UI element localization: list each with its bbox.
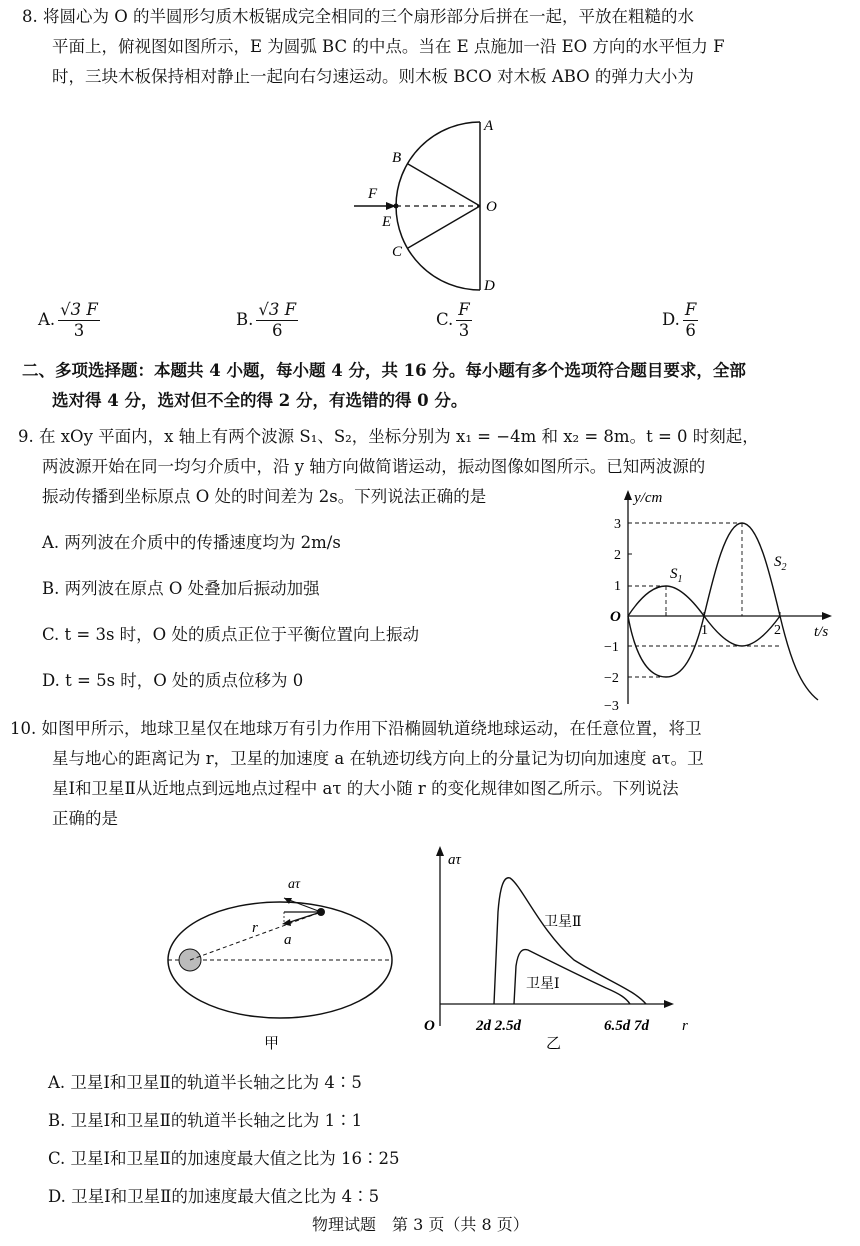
label-O: O (486, 199, 497, 215)
graph-origin: O (610, 609, 621, 625)
q8-option-a[interactable]: A. $\frac{√3 F}{3}$ (38, 300, 98, 340)
q8-option-c[interactable]: C. $\frac{F}{3}$ (436, 300, 470, 340)
label-a-tau: aτ (288, 877, 301, 892)
graph-ylabel: y/cm (634, 490, 663, 506)
section2-heading-line1: 二、多项选择题：本题共 4 小题，每小题 4 分，共 16 分。每小题有多个选项符合题目要求，全部 (22, 361, 746, 380)
q8-text-line3: 时，三块木板保持相对静止一起向右匀速运动。则木板 BCO 对木板 ABO 的弹力大小为 (52, 67, 694, 86)
label-F: F (368, 186, 378, 202)
q10-option-d[interactable]: D. 卫星Ⅰ和卫星Ⅱ的加速度最大值之比为 4∶5 (48, 1187, 380, 1206)
label-sat2: 卫星Ⅱ (544, 915, 582, 930)
q8-semicircle-diagram (340, 110, 520, 300)
label-sat1: 卫星Ⅰ (526, 977, 560, 992)
ytick-1: 1 (614, 579, 621, 594)
q10-text-line2: 星与地心的距离记为 r，卫星的加速度 a 在轨迹切线方向上的分量记为切向加速度 aτ。卫 (52, 749, 704, 768)
label-a: a (284, 932, 292, 948)
q10-figure-graph (414, 842, 704, 1052)
q9-text-line1: 9. 在 xOy 平面内，x 轴上有两个波源 S₁、S₂，坐标分别为 x₁ = −4m 和 x₂ = 8m。t = 0 时刻起， (18, 427, 759, 446)
q10-text-line3: 星Ⅰ和卫星Ⅱ从近地点到远地点过程中 aτ 的大小随 r 的变化规律如图乙所示。下列说法 (52, 779, 679, 798)
q9-option-c[interactable]: C. t = 3s 时，O 处的质点正位于平衡位置向上振动 (42, 625, 419, 644)
graph2-ylabel: aτ (448, 852, 461, 868)
ytick-neg2: −2 (604, 671, 619, 686)
ytick-neg1: −1 (604, 640, 619, 655)
q10-option-c[interactable]: C. 卫星Ⅰ和卫星Ⅱ的加速度最大值之比为 16∶25 (48, 1149, 400, 1168)
page-footer: 物理试题 第 3 页（共 8 页） (312, 1215, 529, 1234)
q8-option-d[interactable]: D. $\frac{F}{6}$ (662, 300, 697, 340)
label-D: D (484, 278, 495, 294)
q10-text-line4: 正确的是 (52, 809, 118, 828)
ytick-neg3: −3 (604, 699, 619, 710)
q10-option-a[interactable]: A. 卫星Ⅰ和卫星Ⅱ的轨道半长轴之比为 4∶5 (48, 1073, 362, 1092)
graph-xlabel: t/s (814, 624, 829, 640)
graph2-xticks-left: 2d 2.5d (476, 1018, 521, 1034)
q9-text-line3: 振动传播到坐标原点 O 处的时间差为 2s。下列说法正确的是 (42, 487, 487, 506)
label-r: r (252, 920, 258, 936)
xtick-1: 1 (701, 623, 708, 638)
graph2-xlabel: r (682, 1018, 688, 1034)
caption-jia: 甲 (264, 1036, 280, 1052)
q8-text-line1: 8. 将圆心为 O 的半圆形匀质木板锯成完全相同的三个扇形部分后拼在一起，平放在粗糙的水 (22, 7, 695, 26)
section2-heading-line2: 选对得 4 分，选对但不全的得 2 分，有选错的得 0 分。 (52, 391, 468, 410)
q9-option-a[interactable]: A. 两列波在介质中的传播速度均为 2m/s (42, 533, 341, 552)
q9-vibration-graph (600, 488, 840, 710)
xtick-2: 2 (774, 623, 781, 638)
graph2-origin: O (424, 1018, 435, 1034)
label-E: E (382, 214, 392, 230)
q9-option-d[interactable]: D. t = 5s 时，O 处的质点位移为 0 (42, 671, 304, 690)
q10-option-b[interactable]: B. 卫星Ⅰ和卫星Ⅱ的轨道半长轴之比为 1∶1 (48, 1111, 363, 1130)
label-s2: $S_2$ (774, 554, 787, 573)
label-C: C (392, 244, 403, 260)
graph2-xticks-right: 6.5d 7d (604, 1018, 649, 1034)
q9-text-line2: 两波源开始在同一均匀介质中，沿 y 轴方向做简谐运动，振动图像如图所示。已知两波源的 (42, 457, 706, 476)
q9-option-b[interactable]: B. 两列波在原点 O 处叠加后振动加强 (42, 579, 320, 598)
q8-text-line2: 平面上，俯视图如图所示，E 为圆弧 BC 的中点。当在 E 点施加一沿 EO 方向的水平恒力 F (52, 37, 725, 56)
q10-text-line1: 10. 如图甲所示，地球卫星仅在地球万有引力作用下沿椭圆轨道绕地球运动，在任意位置，将卫 (10, 719, 702, 738)
label-s1: $S_1$ (670, 566, 683, 585)
ytick-3: 3 (614, 517, 621, 532)
label-A: A (484, 118, 494, 134)
caption-yi: 乙 (546, 1036, 562, 1052)
ytick-2: 2 (614, 548, 621, 563)
q8-option-b[interactable]: B. $\frac{√3 F}{6}$ (236, 300, 297, 340)
q10-figure-ellipse (160, 862, 400, 1052)
label-B: B (392, 150, 402, 166)
